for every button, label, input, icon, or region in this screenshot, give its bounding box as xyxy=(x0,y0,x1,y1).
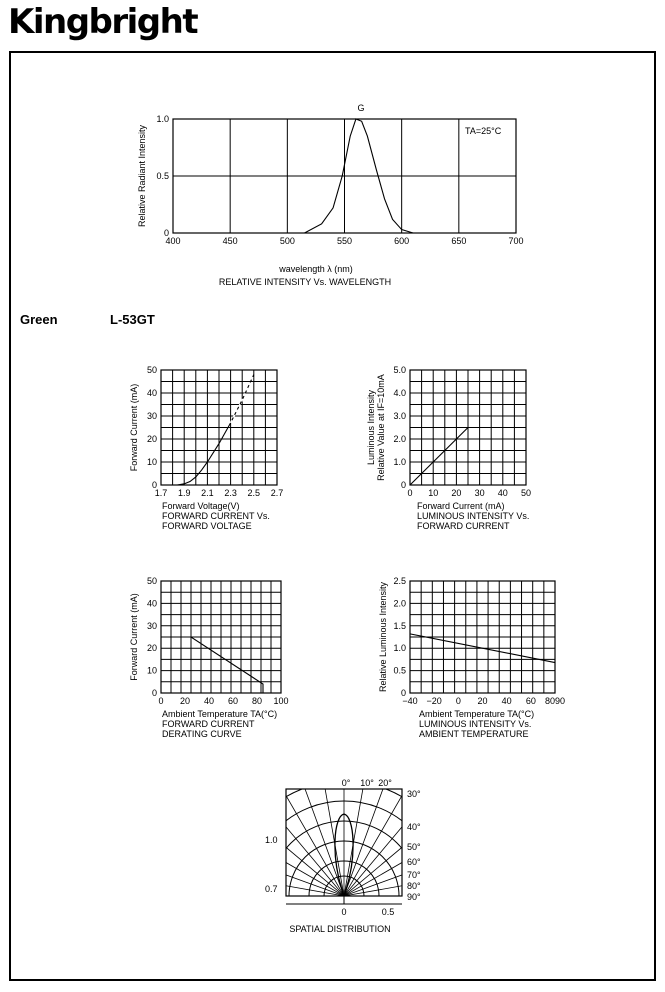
series-line xyxy=(410,428,468,486)
x-tick-label: 20 xyxy=(179,696,191,706)
x-tick-label: 600 xyxy=(394,236,410,246)
right-angle-label: 80° xyxy=(407,881,421,891)
chart-derating xyxy=(129,576,289,739)
y-axis-label: Forward Current (mA) xyxy=(129,593,139,681)
left-scale-label: 0.7 xyxy=(265,884,278,894)
top-angle-label: 0° xyxy=(341,778,351,788)
x-tick-label: 500 xyxy=(279,236,295,246)
y-tick-label: 1.0 xyxy=(156,114,169,124)
x-tick-label: 0 xyxy=(158,696,164,706)
bottom-scale-label: 0 xyxy=(341,907,347,917)
x-tick-label: 2.3 xyxy=(224,488,237,498)
right-angle-label: 70° xyxy=(407,870,421,880)
y-tick-label: 2.0 xyxy=(393,434,406,444)
x-tick-label: 80 xyxy=(251,696,263,706)
x-tick-label: 40 xyxy=(501,696,512,706)
y-axis-label: Luminous Intensity xyxy=(366,389,376,466)
x-tick-label: 2.1 xyxy=(201,488,214,498)
y-axis-label: Relative Radiant Intensity xyxy=(137,124,147,228)
y-tick-label: 10 xyxy=(146,665,157,676)
y-tick-label: 4.0 xyxy=(393,388,406,398)
y-tick-label: 1.0 xyxy=(393,457,406,467)
y-axis-label: Relative Luminous Intensity xyxy=(378,581,388,693)
x-tick-label: 60 xyxy=(525,696,536,706)
chart-lum_if xyxy=(366,365,531,531)
chart-caption: DERATING CURVE xyxy=(162,729,242,739)
right-angle-label: 40° xyxy=(407,822,421,832)
x-axis-label: Ambient Temperature TA(°C) xyxy=(419,709,535,719)
x-tick-label: 40 xyxy=(203,696,215,706)
x-tick-label: 40 xyxy=(497,488,508,498)
series-line xyxy=(161,637,263,693)
y-tick-label: 10 xyxy=(146,457,157,467)
y-tick-label: 0.5 xyxy=(393,665,406,676)
chart-spatial xyxy=(184,736,504,934)
x-tick-label: 8090 xyxy=(544,696,566,706)
x-tick-label: 0 xyxy=(455,696,461,706)
y-tick-label: 2.0 xyxy=(393,598,406,609)
chart-caption: LUMINOUS INTENSITY Vs. xyxy=(417,511,530,521)
top-angle-label: 20° xyxy=(378,778,392,788)
y-tick-label: 20 xyxy=(146,434,157,444)
bottom-scale-label: 0.5 xyxy=(381,907,395,917)
right-angle-label: 30° xyxy=(407,789,421,799)
x-tick-label: 400 xyxy=(165,236,181,246)
x-tick-label: 1.7 xyxy=(154,488,168,498)
x-tick-label: 650 xyxy=(451,236,467,246)
x-tick-label: 450 xyxy=(222,236,238,246)
y-tick-label: 30 xyxy=(146,411,157,421)
x-tick-label: −40 xyxy=(402,696,418,706)
chart-caption: FORWARD CURRENT xyxy=(162,719,255,729)
y-tick-label: 40 xyxy=(146,598,157,609)
part-number: L-53GT xyxy=(110,312,155,327)
y-tick-label: 1.0 xyxy=(393,643,406,654)
x-tick-label: −20 xyxy=(426,696,442,706)
color-label: Green xyxy=(20,312,58,327)
y-tick-label: 50 xyxy=(146,365,157,375)
chart-caption: FORWARD VOLTAGE xyxy=(162,521,252,531)
y-tick-label: 0.5 xyxy=(156,171,169,181)
x-axis-label: Ambient Temperature TA(°C) xyxy=(162,709,278,719)
x-tick-label: 2.7 xyxy=(270,488,284,498)
chart-caption: FORWARD CURRENT xyxy=(417,521,510,531)
y-tick-label: 40 xyxy=(146,388,157,398)
y-tick-label: 0 xyxy=(151,688,157,698)
x-tick-label: 0 xyxy=(407,488,413,498)
kingbright-logo: Kingbright xyxy=(8,2,198,42)
y-tick-label: 0 xyxy=(151,480,157,490)
x-tick-label: 550 xyxy=(336,236,353,246)
y-tick-label: 0 xyxy=(400,688,406,698)
temperature-annotation: TA=25°C xyxy=(465,126,502,136)
y-tick-label: 5.0 xyxy=(393,365,406,375)
x-tick-label: 50 xyxy=(520,488,532,498)
spatial-grid xyxy=(184,736,504,896)
x-tick-label: 20 xyxy=(477,696,488,706)
chart-caption: RELATIVE INTENSITY Vs. WAVELENGTH xyxy=(218,277,392,287)
chart-caption: FORWARD CURRENT Vs. xyxy=(162,511,270,521)
x-axis-label: Forward Current (mA) xyxy=(417,501,505,511)
y-tick-label: 0 xyxy=(163,228,169,238)
y-axis-label: Forward Current (mA) xyxy=(129,383,139,472)
y-tick-label: 50 xyxy=(146,576,157,586)
x-axis-label: Forward Voltage(V) xyxy=(162,501,240,511)
top-angle-label: 10° xyxy=(360,778,374,788)
y-tick-label: 2.5 xyxy=(393,576,406,586)
x-tick-label: 1.9 xyxy=(177,488,191,498)
y-tick-label: 0 xyxy=(400,480,406,490)
right-angle-label: 50° xyxy=(407,842,421,852)
right-angle-label: 90° xyxy=(407,892,421,902)
x-tick-label: 30 xyxy=(474,488,485,498)
x-tick-label: 20 xyxy=(451,488,462,498)
x-axis-label: wavelength λ (nm) xyxy=(279,264,353,274)
y-tick-label: 20 xyxy=(146,643,157,654)
y-tick-label: 3.0 xyxy=(393,411,406,421)
chart-iv xyxy=(129,365,283,531)
series-label: G xyxy=(357,103,365,113)
chart-lum_temp xyxy=(378,576,565,739)
right-angle-label: 60° xyxy=(407,857,421,867)
chart-caption: AMBIENT TEMPERATURE xyxy=(419,729,529,739)
x-tick-label: 60 xyxy=(227,696,239,706)
y-tick-label: 1.5 xyxy=(393,620,406,631)
y-axis-label: Relative Value at IF=10mA xyxy=(376,374,386,481)
x-tick-label: 700 xyxy=(508,236,524,246)
chart-caption: SPATIAL DISTRIBUTION xyxy=(289,924,391,934)
x-tick-label: 2.5 xyxy=(247,488,261,498)
y-tick-label: 30 xyxy=(146,620,157,631)
chart-caption: LUMINOUS INTENSITY Vs. xyxy=(419,719,532,729)
chart-spectrum xyxy=(137,103,524,287)
x-tick-label: 10 xyxy=(428,488,439,498)
x-tick-label: 100 xyxy=(273,696,289,706)
left-scale-label: 1.0 xyxy=(265,835,278,845)
